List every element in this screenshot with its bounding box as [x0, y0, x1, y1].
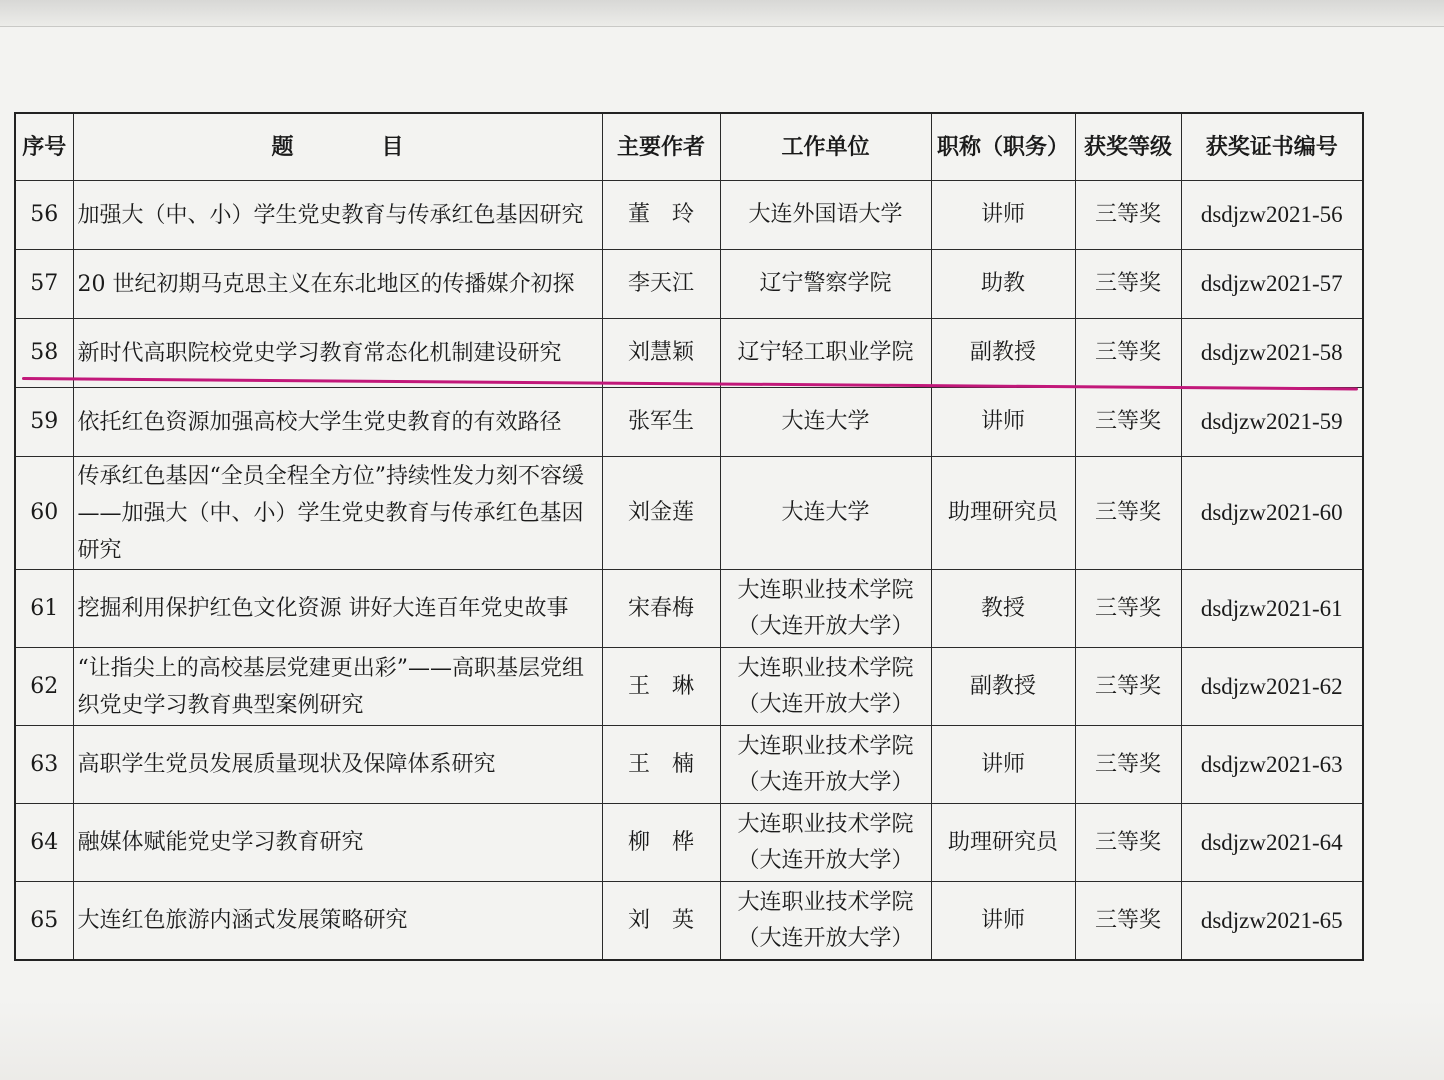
table-row: [15, 882, 1363, 961]
cell-title: 高职学生党员发展质量现状及保障体系研究: [73, 726, 602, 804]
cell-unit: 辽宁轻工职业学院: [720, 319, 931, 388]
cell-title: 传承红色基因“全员全程全方位”持续性发力刻不容缓——加强大（中、小）学生党史教育与传承红色基因研究: [73, 457, 602, 570]
cell-author: 刘 英: [602, 882, 720, 961]
cell-title: 融媒体赋能党史学习教育研究: [73, 804, 602, 882]
table-row: [15, 570, 1363, 648]
cell-unit: 大连大学: [720, 388, 931, 457]
cell-no: 65: [15, 882, 73, 961]
cell-code: dsdjzw2021-56: [1181, 181, 1363, 250]
table-row: [15, 726, 1363, 804]
cell-title: “让指尖上的高校基层党建更出彩”——高职基层党组织党史学习教育典型案例研究: [73, 648, 602, 726]
cell-code: dsdjzw2021-58: [1181, 319, 1363, 388]
table-row: [15, 319, 1363, 388]
cell-code: dsdjzw2021-59: [1181, 388, 1363, 457]
cell-title: 依托红色资源加强高校大学生党史教育的有效路径: [73, 388, 602, 457]
cell-rank: 讲师: [931, 726, 1075, 804]
cell-author: 刘慧颖: [602, 319, 720, 388]
cell-title: 新时代高职院校党史学习教育常态化机制建设研究: [73, 319, 602, 388]
header-cell-unit: 工作单位: [720, 113, 931, 181]
cell-author: 王 楠: [602, 726, 720, 804]
cell-rank: 助理研究员: [931, 457, 1075, 570]
cell-author: 张军生: [602, 388, 720, 457]
cell-author: 董 玲: [602, 181, 720, 250]
cell-rank: 副教授: [931, 648, 1075, 726]
table-row: [15, 181, 1363, 250]
cell-unit: 大连职业技术学院（大连开放大学）: [720, 648, 931, 726]
cell-no: 61: [15, 570, 73, 648]
cell-no: 62: [15, 648, 73, 726]
cell-rank: 助教: [931, 250, 1075, 319]
header-cell-no: 序号: [15, 113, 73, 181]
table-row: [15, 457, 1363, 570]
cell-no: 58: [15, 319, 73, 388]
cell-unit: 大连外国语大学: [720, 181, 931, 250]
cell-no: 60: [15, 457, 73, 570]
cell-award: 三等奖: [1075, 648, 1181, 726]
table-row: [15, 804, 1363, 882]
cell-rank: 讲师: [931, 882, 1075, 961]
cell-code: dsdjzw2021-63: [1181, 726, 1363, 804]
cell-award: 三等奖: [1075, 388, 1181, 457]
cell-title: 挖掘利用保护红色文化资源 讲好大连百年党史故事: [73, 570, 602, 648]
cell-unit: 大连大学: [720, 457, 931, 570]
cell-rank: 助理研究员: [931, 804, 1075, 882]
table-row: [15, 648, 1363, 726]
table-header-row: [15, 113, 1363, 181]
header-cell-rank: 职称（职务）: [931, 113, 1075, 181]
cell-rank: 讲师: [931, 181, 1075, 250]
header-cell-award: 获奖等级: [1075, 113, 1181, 181]
cell-no: 63: [15, 726, 73, 804]
cell-award: 三等奖: [1075, 319, 1181, 388]
cell-award: 三等奖: [1075, 882, 1181, 961]
cell-code: dsdjzw2021-62: [1181, 648, 1363, 726]
cell-award: 三等奖: [1075, 804, 1181, 882]
cell-rank: 讲师: [931, 388, 1075, 457]
cell-title: 20 世纪初期马克思主义在东北地区的传播媒介初探: [73, 250, 602, 319]
cell-unit: 大连职业技术学院（大连开放大学）: [720, 726, 931, 804]
cell-unit: 大连职业技术学院（大连开放大学）: [720, 804, 931, 882]
cell-no: 59: [15, 388, 73, 457]
cell-title: 加强大（中、小）学生党史教育与传承红色基因研究: [73, 181, 602, 250]
award-table: [14, 112, 1364, 961]
cell-author: 宋春梅: [602, 570, 720, 648]
page-top-edge: [0, 0, 1444, 27]
table-row: [15, 388, 1363, 457]
cell-no: 64: [15, 804, 73, 882]
cell-award: 三等奖: [1075, 457, 1181, 570]
cell-author: 刘金莲: [602, 457, 720, 570]
cell-code: dsdjzw2021-57: [1181, 250, 1363, 319]
cell-rank: 副教授: [931, 319, 1075, 388]
cell-code: dsdjzw2021-60: [1181, 457, 1363, 570]
header-cell-code: 获奖证书编号: [1181, 113, 1363, 181]
cell-no: 56: [15, 181, 73, 250]
cell-code: dsdjzw2021-61: [1181, 570, 1363, 648]
cell-author: 柳 桦: [602, 804, 720, 882]
cell-award: 三等奖: [1075, 181, 1181, 250]
cell-rank: 教授: [931, 570, 1075, 648]
cell-code: dsdjzw2021-64: [1181, 804, 1363, 882]
cell-unit: 大连职业技术学院（大连开放大学）: [720, 882, 931, 961]
page-bottom-area: [0, 1000, 1444, 1080]
table-row: [15, 250, 1363, 319]
cell-code: dsdjzw2021-65: [1181, 882, 1363, 961]
cell-title: 大连红色旅游内涵式发展策略研究: [73, 882, 602, 961]
cell-award: 三等奖: [1075, 570, 1181, 648]
cell-author: 王 琳: [602, 648, 720, 726]
cell-no: 57: [15, 250, 73, 319]
cell-unit: 大连职业技术学院（大连开放大学）: [720, 570, 931, 648]
cell-unit: 辽宁警察学院: [720, 250, 931, 319]
header-cell-title: 题 目: [73, 113, 602, 181]
cell-award: 三等奖: [1075, 726, 1181, 804]
cell-author: 李天江: [602, 250, 720, 319]
award-table-sheet: [14, 112, 1362, 961]
header-cell-author: 主要作者: [602, 113, 720, 181]
cell-award: 三等奖: [1075, 250, 1181, 319]
